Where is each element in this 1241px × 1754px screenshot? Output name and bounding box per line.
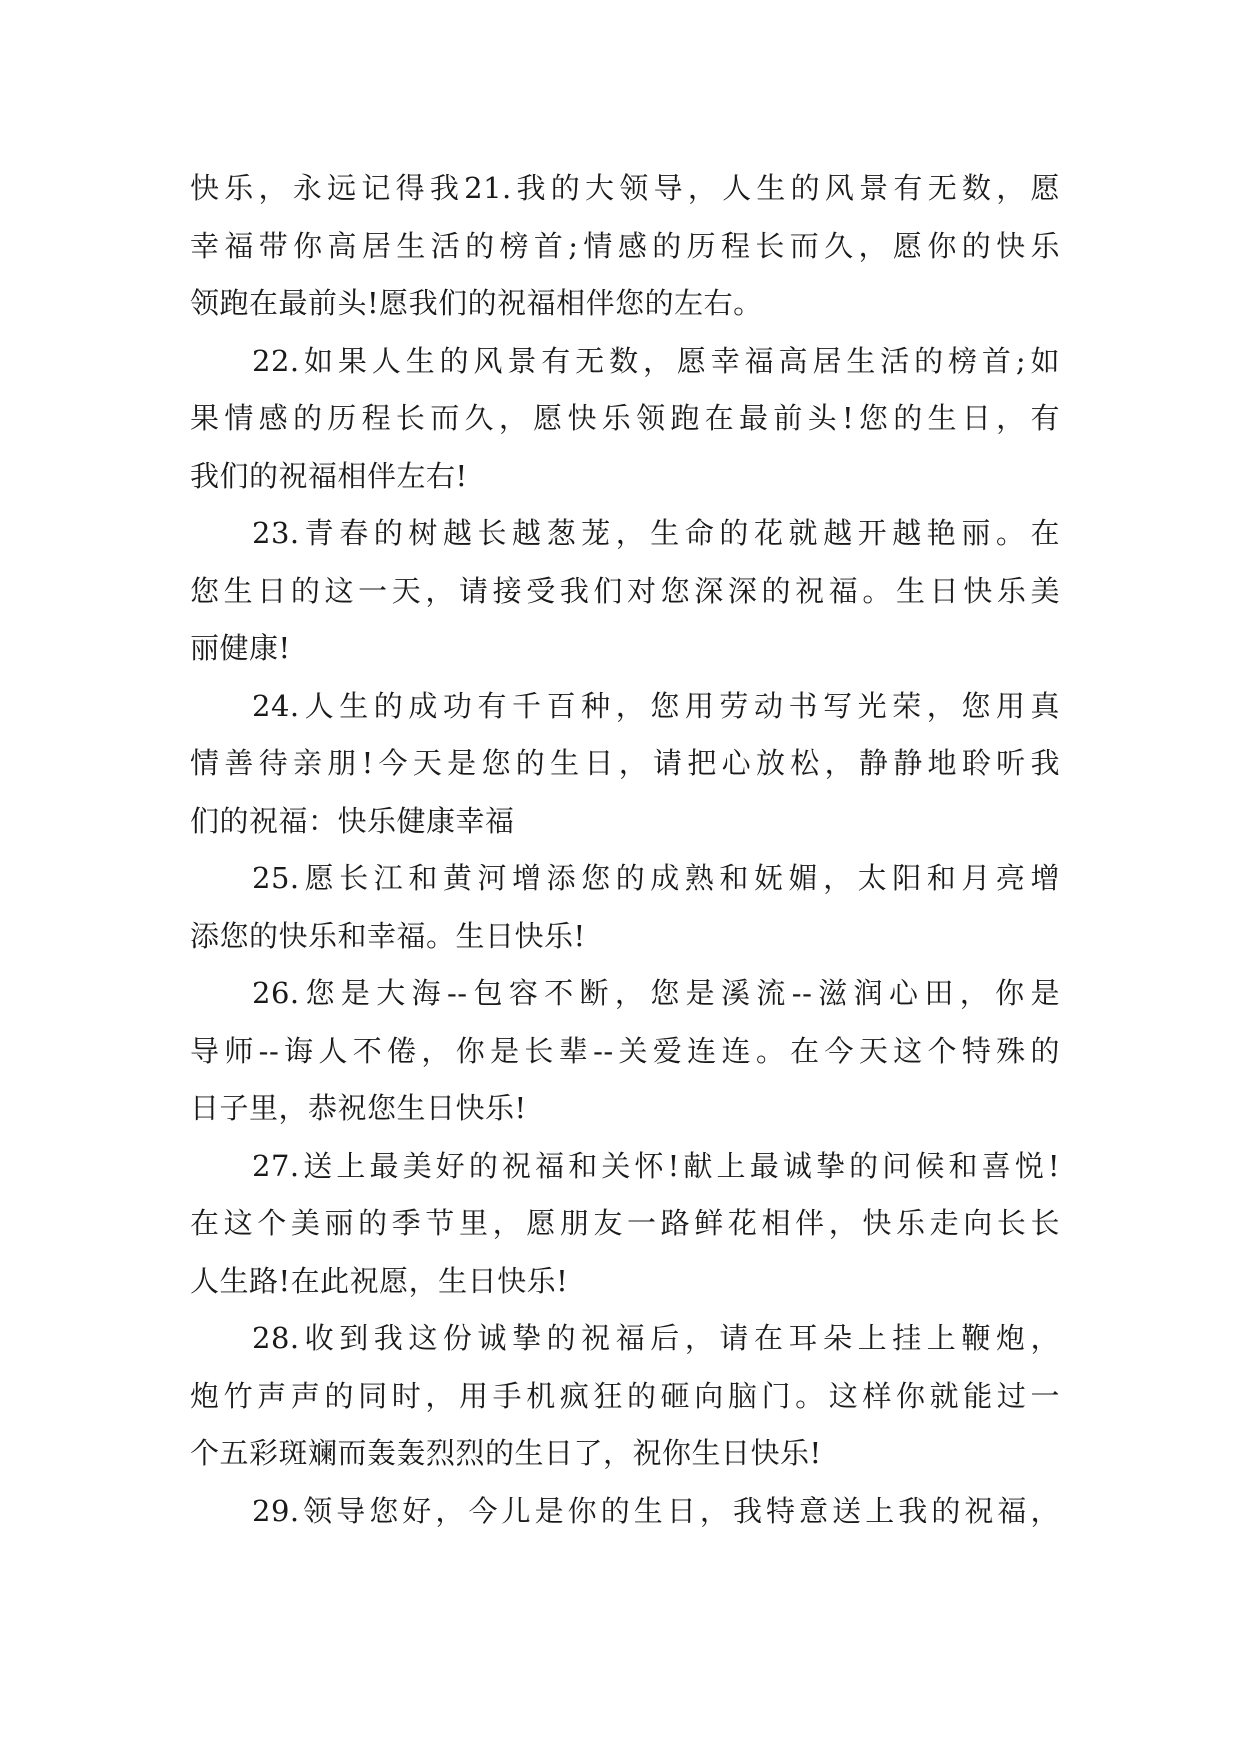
text-line: 25.愿长江和黄河增添您的成熟和妩媚，太阳和月亮增 [252, 861, 1060, 895]
text-line: 26.您是大海--包容不断，您是溪流--滋润心田，你是 [252, 976, 1060, 1010]
text-line: 添您的快乐和幸福。生日快乐! [190, 918, 586, 953]
text-line: 果情感的历程长而久，愿快乐领跑在最前头!您的生日，有 [190, 401, 1060, 435]
text-line: 在这个美丽的季节里，愿朋友一路鲜花相伴，快乐走向长长 [190, 1206, 1060, 1240]
text-line: 22.如果人生的风景有无数，愿幸福高居生活的榜首;如 [252, 343, 1060, 378]
text-line: 您生日的这一天，请接受我们对您深深的祝福。生日快乐美 [190, 573, 1060, 608]
text-line: 导师--诲人不倦，你是长辈--关爱连连。在今天这个特殊的 [190, 1033, 1060, 1068]
text-line: 23.青春的树越长越葱茏，生命的花就越开越艳丽。在 [252, 516, 1060, 550]
text-line: 情善待亲朋!今天是您的生日，请把心放松，静静地聆听我 [190, 746, 1060, 780]
text-line: 日子里，恭祝您生日快乐! [190, 1091, 527, 1125]
text-line: 29.领导您好，今儿是你的生日，我特意送上我的祝福， [252, 1493, 1060, 1528]
text-line: 我们的祝福相伴左右! [190, 458, 468, 493]
text-line: 领跑在最前头!愿我们的祝福相伴您的左右。 [190, 286, 763, 320]
text-line: 丽健康! [190, 631, 291, 665]
document-body [190, 160, 1060, 1540]
text-line: 炮竹声声的同时，用手机疯狂的砸向脑门。这样你就能过一 [190, 1378, 1060, 1413]
text-line: 个五彩斑斓而轰轰烈烈的生日了，祝你生日快乐! [190, 1436, 822, 1470]
text-line: 快乐，永远记得我21.我的大领导，人生的风景有无数，愿 [190, 171, 1060, 205]
text-line: 24.人生的成功有千百种，您用劳动书写光荣，您用真 [252, 688, 1060, 723]
text-line: 幸福带你高居生活的榜首;情感的历程长而久，愿你的快乐 [190, 228, 1060, 263]
text-line: 27.送上最美好的祝福和关怀!献上最诚挚的问候和喜悦! [252, 1148, 1060, 1183]
text-line: 们的祝福：快乐健康幸福 [190, 803, 515, 838]
text-line: 人生路!在此祝愿，生日快乐! [190, 1263, 569, 1298]
text-line: 28.收到我这份诚挚的祝福后，请在耳朵上挂上鞭炮， [252, 1321, 1060, 1355]
